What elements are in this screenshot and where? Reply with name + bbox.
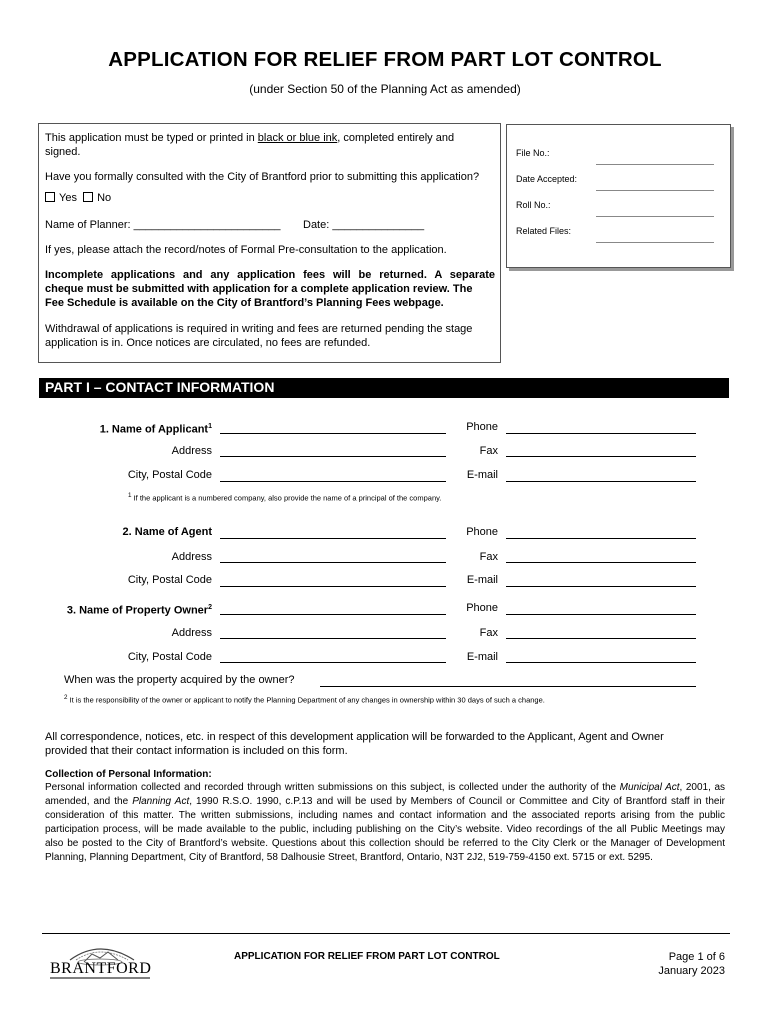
owner-phone-line[interactable] — [506, 614, 696, 615]
page-number: Page 1 of 6 — [668, 951, 725, 963]
no-label: No — [97, 192, 112, 204]
agent-city-line[interactable] — [220, 586, 446, 587]
consult-question: Have you formally consulted with the City of Brantford prior to submitting this application? — [45, 171, 480, 183]
agent-fax-label: Fax — [479, 551, 498, 563]
owner-fax-label: Fax — [479, 627, 498, 639]
privacy-heading: Collection of Personal Information: — [45, 769, 212, 780]
page-title: APPLICATION FOR RELIEF FROM PART LOT CONTROL — [108, 48, 662, 71]
no-checkbox[interactable] — [83, 192, 93, 202]
applicant-phone-label: Phone — [466, 421, 498, 433]
owner-phone-label: Phone — [466, 602, 498, 614]
consult-options — [45, 191, 111, 205]
footnote-1: $^1$ If the applicant is a numbered company, also provide the name of a principal of the company. — [128, 492, 442, 503]
applicant-city-line[interactable] — [220, 481, 446, 482]
applicant-name-line[interactable] — [220, 433, 446, 434]
applicant-fax-line[interactable] — [506, 456, 696, 457]
agent-address-label: Address — [171, 551, 212, 563]
ink-instruction: This application must be typed or printed in black or blue ink, completed entirely and — [45, 132, 455, 144]
privacy-line-5: also be posted to the City of Brantford’s website. Questions about this collection should be referred to the City Clerk or the Manager of Development — [45, 838, 725, 849]
page-subtitle: (under Section 50 of the Planning Act as amended) — [249, 82, 521, 96]
privacy-line-3: consideration of this matter. The written submissions, including names and contact information and the associated reports arising from the public — [45, 810, 725, 821]
agent-fax-line[interactable] — [506, 562, 696, 563]
privacy-line-2: amended, and the Planning Act, 1990 R.S.O. 1990, c.P.13 and will be used by Members of Council or Committee and City of Brantford staff in their — [45, 796, 725, 807]
owner-label: 3. Name of Property Owner$^2$ — [66, 604, 212, 617]
footer-divider — [42, 933, 730, 934]
agent-email-label: E-mail — [466, 574, 498, 586]
fees-warning-2: cheque must be submitted with application for a complete application review. The — [45, 283, 473, 295]
agent-label: 2. Name of Agent — [122, 526, 212, 538]
withdrawal-note-1: Withdrawal of applications is required in writing and fees are returned pending the stage — [45, 323, 473, 335]
footnote-2: $^2$ It is the responsibility of the owner or applicant to notify the Planning Department of any changes in ownership within 30 days of such a change. — [64, 694, 545, 705]
office-use-box — [506, 124, 731, 268]
fees-warning-1: Incomplete applications and any application fees will be returned. A separate — [45, 269, 495, 281]
applicant-label: 1. Name of Applicant$^1$ — [99, 423, 212, 436]
correspondence-line-1: All correspondence, notices, etc. in respect of this development application will be forwarded to the Applicant, Agent and Owner — [45, 731, 664, 743]
date-accepted-label: Date Accepted: — [516, 174, 578, 184]
owner-email-label: E-mail — [466, 651, 498, 663]
roll-no-label: Roll No.: — [516, 200, 551, 210]
related-files-label: Related Files: — [516, 226, 572, 236]
agent-name-line[interactable] — [220, 538, 446, 539]
owner-address-line[interactable] — [220, 638, 446, 639]
agent-city-label: City, Postal Code — [127, 574, 212, 586]
owner-email-line[interactable] — [506, 662, 696, 663]
acquired-question: When was the property acquired by the owner? — [64, 674, 295, 686]
privacy-line-1: Personal information collected and recorded through written submissions on this subject, is collected under the authority of the Municipal Act, 2001, as — [45, 782, 726, 793]
owner-name-line[interactable] — [220, 614, 446, 615]
file-no-line[interactable] — [596, 164, 714, 165]
section-heading-part1: PART I – CONTACT INFORMATION — [39, 378, 729, 398]
privacy-line-6: Planning, Planning Department, City of Brantford, 58 Dalhousie Street, Brantford, Ontario, N3T 2J2, 519-759-4150 ext. 5715 or ext. 5295. — [45, 852, 653, 863]
yes-checkbox[interactable] — [45, 192, 55, 202]
footer-title: APPLICATION FOR RELIEF FROM PART LOT CONTROL — [234, 951, 500, 962]
owner-city-line[interactable] — [220, 662, 446, 663]
agent-email-line[interactable] — [506, 586, 696, 587]
privacy-line-4: participation process, will be made available to the public, including publishing on the City’s website. Video recordings of the all Public Meetings may — [45, 824, 725, 835]
logo-wordmark: BRANTFORD — [50, 960, 152, 977]
roll-no-line[interactable] — [596, 216, 714, 217]
fees-warning-3: Fee Schedule is available on the City of Brantford’s Planning Fees webpage. — [45, 297, 444, 309]
file-no-label: File No.: — [516, 148, 550, 158]
applicant-fax-label: Fax — [479, 445, 498, 457]
owner-address-label: Address — [171, 627, 212, 639]
acquired-date-line[interactable] — [320, 686, 696, 687]
withdrawal-note-2: application is in. Once notices are circulated, no fees are refunded. — [45, 337, 371, 349]
agent-phone-label: Phone — [466, 526, 498, 538]
date-accepted-line[interactable] — [596, 190, 714, 191]
brantford-logo — [48, 940, 152, 982]
ink-instruction-cont: signed. — [45, 146, 81, 158]
applicant-email-line[interactable] — [506, 481, 696, 482]
yes-label: Yes — [59, 192, 77, 204]
owner-city-label: City, Postal Code — [127, 651, 212, 663]
agent-address-line[interactable] — [220, 562, 446, 563]
agent-phone-line[interactable] — [506, 538, 696, 539]
planner-date-field[interactable]: Date: _______________ — [303, 219, 425, 231]
attach-note: If yes, please attach the record/notes of Formal Pre-consultation to the application. — [45, 244, 447, 256]
owner-fax-line[interactable] — [506, 638, 696, 639]
applicant-phone-line[interactable] — [506, 433, 696, 434]
correspondence-line-2: provided that their contact information is included on this form. — [45, 745, 348, 757]
related-files-line[interactable] — [596, 242, 714, 243]
applicant-email-label: E-mail — [466, 469, 498, 481]
planner-field[interactable]: Name of Planner: ________________________ — [45, 219, 281, 231]
applicant-address-line[interactable] — [220, 456, 446, 457]
applicant-city-label: City, Postal Code — [127, 469, 212, 481]
applicant-address-label: Address — [171, 445, 212, 457]
footer-date: January 2023 — [658, 965, 725, 977]
